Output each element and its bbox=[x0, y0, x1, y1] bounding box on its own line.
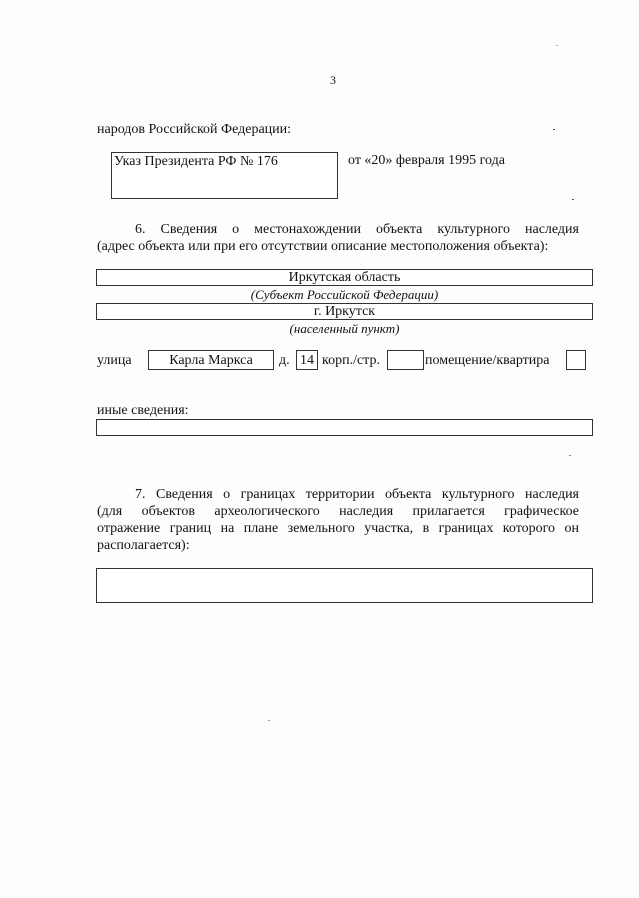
other-info-field bbox=[96, 419, 593, 436]
section6-heading-line1: 6. Сведения о местонахождении объекта культурного наследия bbox=[135, 222, 579, 237]
scan-speck bbox=[569, 455, 571, 456]
decree-document: Указ Президента РФ № 176 bbox=[114, 154, 278, 169]
house-field bbox=[296, 350, 318, 370]
street-value: Карла Маркса bbox=[169, 353, 253, 368]
boundaries-field bbox=[96, 568, 593, 603]
section7-heading-line4: располагается): bbox=[97, 538, 190, 553]
section7-heading-line3: отражение границ на плане земельного участка, в границах которого он bbox=[97, 521, 579, 536]
region-value: Иркутская область bbox=[288, 270, 401, 285]
city-field bbox=[96, 303, 593, 320]
page-number: 3 bbox=[330, 73, 336, 87]
scan-speck bbox=[268, 720, 270, 721]
section6-heading-line2: (адрес объекта или при его отсутствии описание местоположения объекта): bbox=[97, 239, 549, 254]
scan-speck bbox=[572, 199, 574, 200]
scan-speck bbox=[553, 129, 555, 130]
building-label: корп./стр. bbox=[322, 353, 380, 368]
section7-heading-line1: 7. Сведения о границах территории объекта культурного наследия bbox=[135, 487, 579, 502]
street-label: улица bbox=[97, 353, 132, 368]
street-field bbox=[148, 350, 274, 370]
header-line: народов Российской Федерации: bbox=[97, 122, 292, 137]
section7-heading-line2: (для объектов археологического наследия прилагается графическое bbox=[97, 504, 579, 519]
room-field bbox=[566, 350, 586, 370]
house-label: д. bbox=[279, 353, 290, 368]
decree-date: от «20» февраля 1995 года bbox=[348, 153, 505, 168]
room-label: помещение/квартира bbox=[425, 353, 550, 368]
city-caption: (населенный пункт) bbox=[289, 321, 400, 336]
decree-box bbox=[111, 152, 338, 199]
region-field bbox=[96, 269, 593, 286]
other-info-label: иные сведения: bbox=[97, 403, 189, 418]
scan-speck bbox=[556, 45, 558, 46]
building-field bbox=[387, 350, 424, 370]
region-caption: (Субъект Российской Федерации) bbox=[250, 287, 439, 302]
house-value: 14 bbox=[300, 353, 314, 368]
city-value: г. Иркутск bbox=[313, 304, 376, 319]
